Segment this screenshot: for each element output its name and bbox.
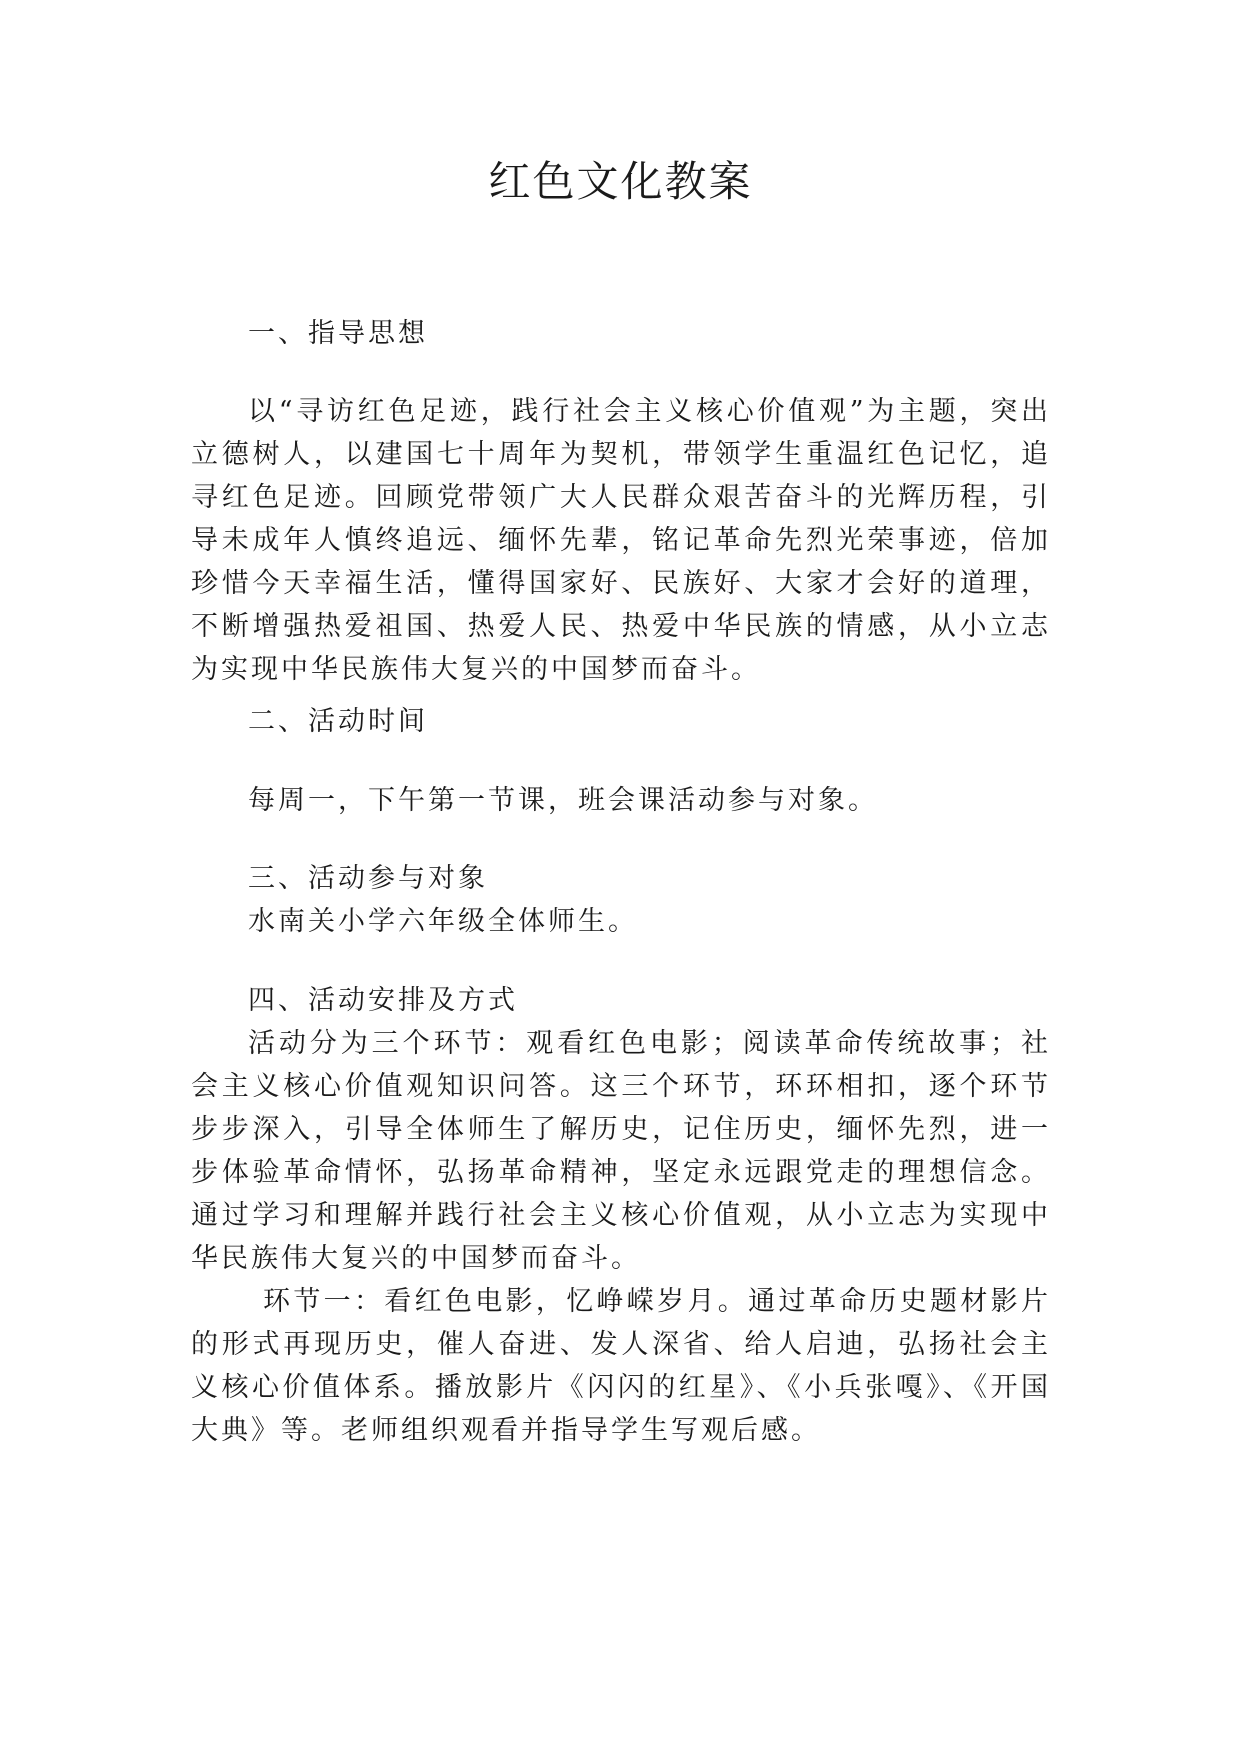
document-title: 红色文化教案	[488, 157, 753, 206]
paragraph: 活动分为三个环节：观看红色电影；阅读革命传统故事；社会主义核心价值观知识问答。这三个环节，环环相扣，逐个环节步步深入，引导全体师生了解历史，记住历史，缅怀先烈，进一步体验革命情怀，弘扬革命精神，坚定永远跟党走的理想信念。通过学习和理解并践行社会主义核心价值观，从小立志为实现中华民族伟大复兴的中国梦而奋斗。	[191, 1028, 1051, 1274]
section-body-arrangement	[191, 1022, 1051, 1452]
section-heading-arrangement: 四、活动安排及方式	[248, 985, 518, 1016]
section-body-guiding-ideology	[191, 390, 1051, 691]
section-body-activity-time: 每周一，下午第一节课，班会课活动参与对象。	[248, 785, 878, 816]
paragraph-step-one: 环节一：看红色电影，忆峥嵘岁月。通过革命历史题材影片的形式再现历史，催人奋进、发人深省、给人启迪，弘扬社会主义核心价值体系。播放影片《闪闪的红星》、《小兵张嘎》、《开国大典》等。老师组织观看并指导学生写观后感。	[191, 1286, 1051, 1446]
section-heading-activity-time: 二、活动时间	[248, 706, 428, 737]
section-body-participants: 水南关小学六年级全体师生。	[248, 906, 638, 937]
paragraph: 以“寻访红色足迹，践行社会主义核心价值观”为主题，突出立德树人，以建国七十周年为契机，带领学生重温红色记忆，追寻红色足迹。回顾党带领广大人民群众艰苦奋斗的光辉历程，引导未成年人慎终追远、缅怀先辈，铭记革命先烈光荣事迹，倍加珍惜今天幸福生活，懂得国家好、民族好、大家才会好的道理，不断增强热爱祖国、热爱人民、热爱中华民族的情感，从小立志为实现中华民族伟大复兴的中国梦而奋斗。	[191, 396, 1051, 685]
section-heading-participants: 三、活动参与对象	[248, 863, 488, 894]
section-heading-guiding-ideology: 一、指导思想	[248, 318, 428, 349]
